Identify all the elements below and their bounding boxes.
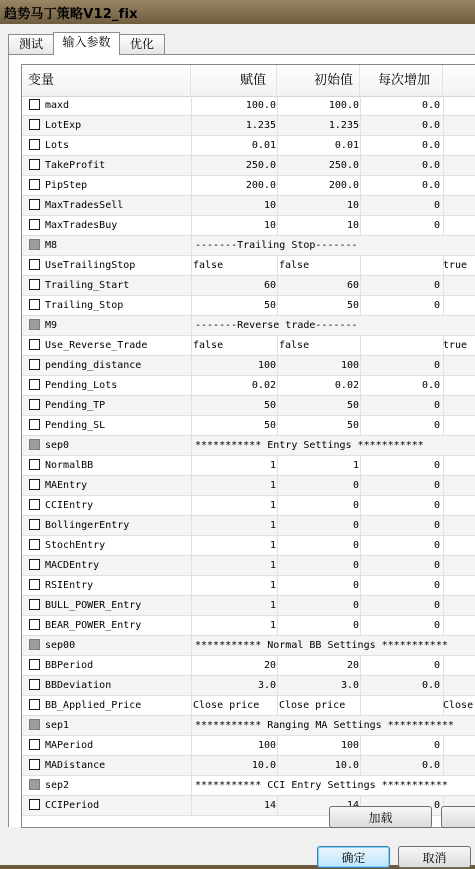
row-value: 60 xyxy=(263,280,276,291)
row-checkbox[interactable] xyxy=(29,619,40,630)
row-initial: 0 xyxy=(352,500,359,511)
table-row[interactable] xyxy=(22,676,475,696)
row-step: 0.0 xyxy=(421,680,440,691)
row-value: 1.235 xyxy=(245,120,276,131)
row-max xyxy=(443,736,475,755)
row-variable: sep0 xyxy=(45,440,70,451)
row-initial: 250.0 xyxy=(328,160,359,171)
row-checkbox[interactable] xyxy=(29,319,40,330)
table-row[interactable] xyxy=(22,156,475,176)
header-step[interactable]: 每次增加 xyxy=(360,65,443,96)
row-checkbox[interactable] xyxy=(29,399,40,410)
row-max xyxy=(443,456,475,475)
row-max xyxy=(443,136,475,155)
row-checkbox[interactable] xyxy=(29,539,40,550)
row-variable: M8 xyxy=(45,240,58,251)
row-step: 0 xyxy=(433,600,440,611)
row-max xyxy=(443,596,475,615)
row-initial: 0 xyxy=(352,540,359,551)
row-max xyxy=(443,96,475,115)
row-initial: 0.01 xyxy=(334,140,359,151)
row-checkbox[interactable] xyxy=(29,639,40,650)
row-step: 0 xyxy=(433,580,440,591)
row-max xyxy=(443,276,475,295)
row-initial: 200.0 xyxy=(328,180,359,191)
row-checkbox[interactable] xyxy=(29,439,40,450)
row-initial: 100 xyxy=(340,360,359,371)
row-initial: 10 xyxy=(346,200,359,211)
row-checkbox[interactable] xyxy=(29,499,40,510)
row-step: 0 xyxy=(433,740,440,751)
row-value: 50 xyxy=(263,300,276,311)
row-initial: 1 xyxy=(352,460,359,471)
row-variable: BBPeriod xyxy=(45,660,94,671)
row-variable: BollingerEntry xyxy=(45,520,130,531)
row-step: 0 xyxy=(433,400,440,411)
table-row[interactable] xyxy=(22,496,475,516)
row-checkbox[interactable] xyxy=(29,559,40,570)
row-value: false xyxy=(193,340,224,351)
row-initial: 20 xyxy=(346,660,359,671)
row-variable: NormalBB xyxy=(45,460,94,471)
table-row[interactable] xyxy=(22,536,475,556)
row-initial: 0.02 xyxy=(334,380,359,391)
row-checkbox[interactable] xyxy=(29,239,40,250)
row-step: 0.0 xyxy=(421,760,440,771)
inputs-panel xyxy=(8,54,475,827)
tab-optimization[interactable]: 优化 xyxy=(119,34,165,54)
row-checkbox[interactable] xyxy=(29,219,40,230)
row-checkbox[interactable] xyxy=(29,339,40,350)
row-max xyxy=(443,156,475,175)
row-value: 1 xyxy=(269,600,276,611)
table-row[interactable] xyxy=(22,776,475,796)
row-step: 0 xyxy=(433,480,440,491)
row-variable: Lots xyxy=(45,140,70,151)
row-step: 0 xyxy=(433,420,440,431)
row-checkbox[interactable] xyxy=(29,419,40,430)
row-value: 20 xyxy=(263,660,276,671)
row-value: 1 xyxy=(269,480,276,491)
row-variable: sep1 xyxy=(45,720,70,731)
row-step: 0.0 xyxy=(421,160,440,171)
row-value: 100.0 xyxy=(245,100,276,111)
row-max xyxy=(443,416,475,435)
row-variable: CCIPeriod xyxy=(45,800,100,811)
table-row[interactable] xyxy=(22,96,475,116)
row-value: 1 xyxy=(269,560,276,571)
row-step: 0 xyxy=(433,500,440,511)
row-variable: Trailing_Stop xyxy=(45,300,124,311)
row-checkbox[interactable] xyxy=(29,119,40,130)
row-step: 0 xyxy=(433,540,440,551)
row-checkbox[interactable] xyxy=(29,159,40,170)
row-step: 0 xyxy=(433,660,440,671)
row-variable: M9 xyxy=(45,320,58,331)
dialog xyxy=(0,24,475,865)
row-max xyxy=(443,576,475,595)
row-value: 10 xyxy=(263,220,276,231)
row-variable: MADistance xyxy=(45,760,106,771)
row-value: 3.0 xyxy=(257,680,276,691)
row-variable: Use_Reverse_Trade xyxy=(45,340,148,351)
row-max xyxy=(443,296,475,315)
row-value: 100 xyxy=(257,740,276,751)
row-value: false xyxy=(193,260,224,271)
row-max xyxy=(443,516,475,535)
table-row[interactable] xyxy=(22,216,475,236)
table-row[interactable] xyxy=(22,556,475,576)
header-initial[interactable]: 初始值 xyxy=(277,65,360,96)
row-value: 1 xyxy=(269,520,276,531)
row-checkbox[interactable] xyxy=(29,479,40,490)
row-initial: 50 xyxy=(346,420,359,431)
row-step: 0 xyxy=(433,460,440,471)
cancel-button[interactable]: 取消 xyxy=(398,846,471,868)
row-initial: 1.235 xyxy=(328,120,359,131)
row-initial: Close price xyxy=(279,700,346,711)
table-row[interactable] xyxy=(22,176,475,196)
row-value: 100 xyxy=(257,360,276,371)
table-row[interactable] xyxy=(22,336,475,356)
row-value: 1 xyxy=(269,580,276,591)
row-value: 10.0 xyxy=(251,760,276,771)
row-checkbox[interactable] xyxy=(29,139,40,150)
table-row[interactable] xyxy=(22,136,475,156)
row-checkbox[interactable] xyxy=(29,459,40,470)
row-checkbox[interactable] xyxy=(29,799,40,810)
row-variable: CCIEntry xyxy=(45,500,94,511)
row-value: 0.02 xyxy=(251,380,276,391)
row-step: 0.0 xyxy=(421,100,440,111)
row-variable: Pending_SL xyxy=(45,420,106,431)
row-separator-text: *********** Entry Settings *********** xyxy=(195,440,424,451)
row-checkbox[interactable] xyxy=(29,599,40,610)
row-variable: BB_Applied_Price xyxy=(45,700,142,711)
table-row[interactable] xyxy=(22,696,475,716)
row-variable: sep2 xyxy=(45,780,70,791)
row-checkbox[interactable] xyxy=(29,279,40,290)
row-variable: RSIEntry xyxy=(45,580,94,591)
row-checkbox[interactable] xyxy=(29,699,40,710)
row-separator-text: -------Trailing Stop------- xyxy=(195,240,358,251)
row-max xyxy=(443,756,475,775)
parameter-rows xyxy=(22,96,475,816)
row-initial: 0 xyxy=(352,580,359,591)
row-step xyxy=(360,336,440,355)
table-row[interactable] xyxy=(22,616,475,636)
row-max xyxy=(443,476,475,495)
row-initial: 0 xyxy=(352,620,359,631)
row-checkbox[interactable] xyxy=(29,739,40,750)
row-variable: BEAR_POWER_Entry xyxy=(45,620,142,631)
row-variable: PipStep xyxy=(45,180,88,191)
row-step xyxy=(360,696,440,715)
row-value: 50 xyxy=(263,400,276,411)
row-value: 50 xyxy=(263,420,276,431)
row-checkbox[interactable] xyxy=(29,99,40,110)
table-row[interactable] xyxy=(22,596,475,616)
row-value: 0.01 xyxy=(251,140,276,151)
save-button[interactable] xyxy=(441,806,475,828)
row-variable: pending_distance xyxy=(45,360,142,371)
table-row[interactable] xyxy=(22,456,475,476)
table-row[interactable] xyxy=(22,196,475,216)
row-max xyxy=(443,396,475,415)
row-value: 14 xyxy=(263,800,276,811)
row-initial: 60 xyxy=(346,280,359,291)
row-variable: MaxTradesSell xyxy=(45,200,124,211)
load-button[interactable]: 加载 xyxy=(329,806,432,828)
table-row[interactable] xyxy=(22,576,475,596)
table-row[interactable] xyxy=(22,296,475,316)
row-step: 0.0 xyxy=(421,120,440,131)
row-step: 0.0 xyxy=(421,380,440,391)
table-row[interactable] xyxy=(22,276,475,296)
row-value: Close price xyxy=(193,700,260,711)
row-max: Close xyxy=(443,700,474,711)
row-max xyxy=(443,556,475,575)
row-max xyxy=(443,376,475,395)
row-variable: StochEntry xyxy=(45,540,106,551)
table-row[interactable] xyxy=(22,316,475,336)
ok-button[interactable]: 确定 xyxy=(317,846,390,868)
row-checkbox[interactable] xyxy=(29,679,40,690)
row-variable: LotExp xyxy=(45,120,82,131)
row-max xyxy=(443,616,475,635)
row-checkbox[interactable] xyxy=(29,759,40,770)
table-row[interactable] xyxy=(22,376,475,396)
row-value: 10 xyxy=(263,200,276,211)
table-row[interactable] xyxy=(22,516,475,536)
header-variable[interactable]: 变量 xyxy=(22,65,191,96)
tab-test[interactable]: 测试 xyxy=(8,34,54,54)
table-row[interactable] xyxy=(22,736,475,756)
row-max xyxy=(443,496,475,515)
table-row[interactable] xyxy=(22,356,475,376)
row-max xyxy=(443,356,475,375)
row-step: 0 xyxy=(433,800,440,811)
row-initial: 0 xyxy=(352,520,359,531)
row-checkbox[interactable] xyxy=(29,519,40,530)
row-max: true xyxy=(443,340,468,351)
row-variable: Trailing_Start xyxy=(45,280,130,291)
header-max[interactable] xyxy=(443,65,475,96)
tab-inputs[interactable]: 输入参数 xyxy=(53,32,120,55)
table-row[interactable] xyxy=(22,436,475,456)
row-max xyxy=(443,216,475,235)
row-max xyxy=(443,176,475,195)
row-separator-text: *********** Normal BB Settings *********** xyxy=(195,640,448,651)
row-initial: 0 xyxy=(352,480,359,491)
row-step: 0 xyxy=(433,360,440,371)
row-initial: false xyxy=(279,260,310,271)
row-step: 0 xyxy=(433,220,440,231)
table-row[interactable] xyxy=(22,656,475,676)
row-initial: 0 xyxy=(352,600,359,611)
row-initial: false xyxy=(279,340,310,351)
row-variable: BULL_POWER_Entry xyxy=(45,600,142,611)
table-row[interactable] xyxy=(22,256,475,276)
row-variable: Pending_Lots xyxy=(45,380,118,391)
row-max xyxy=(443,676,475,695)
table-row[interactable] xyxy=(22,236,475,256)
row-step: 0 xyxy=(433,520,440,531)
list-header xyxy=(22,65,475,97)
row-value: 1 xyxy=(269,620,276,631)
row-separator-text: *********** CCI Entry Settings *********** xyxy=(195,780,448,791)
row-checkbox[interactable] xyxy=(29,379,40,390)
row-value: 1 xyxy=(269,460,276,471)
row-checkbox[interactable] xyxy=(29,579,40,590)
row-initial: 100.0 xyxy=(328,100,359,111)
table-row[interactable] xyxy=(22,116,475,136)
row-initial: 50 xyxy=(346,300,359,311)
row-separator-text: -------Reverse trade------- xyxy=(195,320,358,331)
row-separator-text: *********** Ranging MA Settings *********** xyxy=(195,720,454,731)
table-row[interactable] xyxy=(22,756,475,776)
row-step xyxy=(360,256,440,275)
title-bar xyxy=(0,0,475,24)
row-max xyxy=(443,536,475,555)
table-row[interactable] xyxy=(22,416,475,436)
row-checkbox[interactable] xyxy=(29,259,40,270)
row-value: 1 xyxy=(269,540,276,551)
row-checkbox[interactable] xyxy=(29,779,40,790)
row-variable: BBDeviation xyxy=(45,680,112,691)
header-value[interactable]: 赋值 xyxy=(191,65,277,96)
parameters-list[interactable] xyxy=(21,64,475,828)
row-checkbox[interactable] xyxy=(29,659,40,670)
row-checkbox[interactable] xyxy=(29,359,40,370)
row-checkbox[interactable] xyxy=(29,179,40,190)
row-variable: Pending_TP xyxy=(45,400,106,411)
table-row[interactable] xyxy=(22,476,475,496)
row-variable: MAEntry xyxy=(45,480,88,491)
window-title: 趋势马丁策略V12_fix xyxy=(4,7,138,22)
row-checkbox[interactable] xyxy=(29,199,40,210)
row-variable: MaxTradesBuy xyxy=(45,220,118,231)
table-row[interactable] xyxy=(22,636,475,656)
row-variable: sep00 xyxy=(45,640,76,651)
row-step: 0.0 xyxy=(421,180,440,191)
row-variable: MAPeriod xyxy=(45,740,94,751)
row-value: 200.0 xyxy=(245,180,276,191)
row-initial: 0 xyxy=(352,560,359,571)
row-initial: 100 xyxy=(340,740,359,751)
table-row[interactable] xyxy=(22,396,475,416)
row-max: true xyxy=(443,260,468,271)
row-initial: 3.0 xyxy=(340,680,359,691)
row-variable: UseTrailingStop xyxy=(45,260,136,271)
row-variable: maxd xyxy=(45,100,70,111)
row-variable: MACDEntry xyxy=(45,560,100,571)
row-variable: TakeProfit xyxy=(45,160,106,171)
table-row[interactable] xyxy=(22,716,475,736)
row-step: 0 xyxy=(433,560,440,571)
row-max xyxy=(443,656,475,675)
row-initial: 10 xyxy=(346,220,359,231)
row-checkbox[interactable] xyxy=(29,299,40,310)
row-value: 1 xyxy=(269,500,276,511)
row-initial: 10.0 xyxy=(334,760,359,771)
row-checkbox[interactable] xyxy=(29,719,40,730)
row-max xyxy=(443,196,475,215)
row-step: 0 xyxy=(433,200,440,211)
row-initial: 50 xyxy=(346,400,359,411)
row-step: 0.0 xyxy=(421,140,440,151)
row-step: 0 xyxy=(433,300,440,311)
row-step: 0 xyxy=(433,620,440,631)
row-step: 0 xyxy=(433,280,440,291)
row-max xyxy=(443,116,475,135)
row-value: 250.0 xyxy=(245,160,276,171)
